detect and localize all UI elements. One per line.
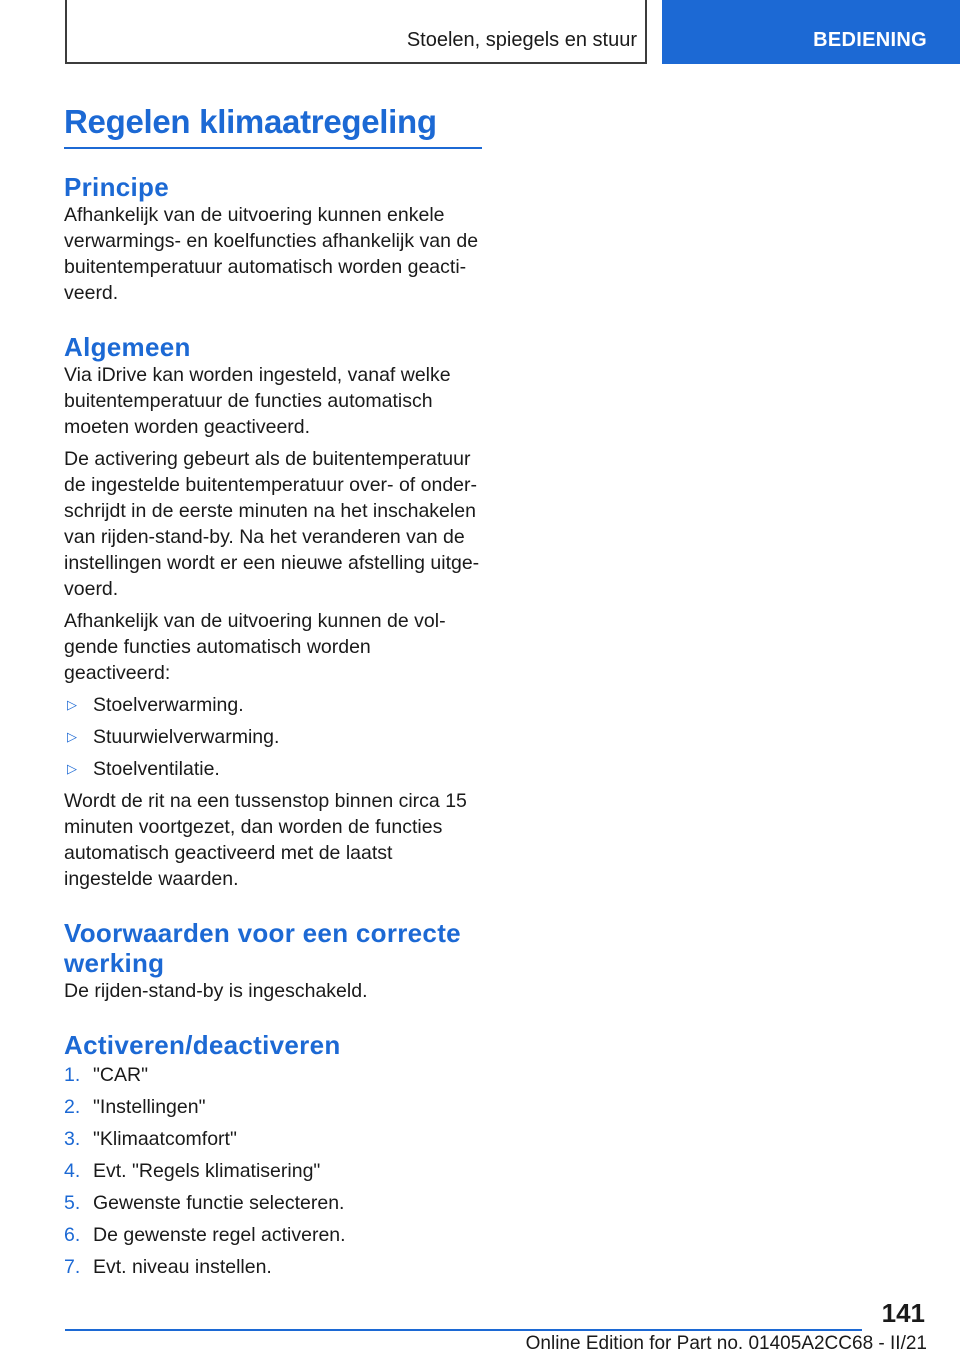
step-number: 6.: [64, 1224, 81, 1246]
step-item: [64, 1126, 482, 1152]
page-content: [64, 100, 482, 1280]
step-text: "CAR": [93, 1064, 149, 1086]
step-item: [64, 1158, 482, 1184]
step-text: De gewenste regel activeren.: [93, 1224, 346, 1246]
paragraph: De activering gebeurt als de buitentemperatuur de ingestelde buitentemperatuur over- of onderschrijdt in de eerste minuten na het inschakelen van rijden-stand-by. Na het veranderen van de instellingen wordt er een nieuwe afstelling uitgevoerd.: [64, 448, 480, 600]
section-activeren: [64, 1030, 482, 1280]
list-item: [64, 756, 482, 782]
header-section-title: Stoelen, spiegels en stuur: [406, 29, 637, 51]
paragraph: Afhankelijk van de uitvoering kunnen enkele verwarmings- en koelfuncties afhankelijk van de buitentemperatuur automatisch worden geactiveerd.: [64, 204, 479, 304]
paragraph: Via iDrive kan worden ingesteld, vanaf welke buitentemperatuur de functies automatisch moeten worden geactiveerd.: [64, 364, 451, 438]
triangle-bullet-icon: ▷: [67, 761, 77, 776]
list-item-text: Stuurwielverwarming.: [93, 726, 280, 748]
step-item: [64, 1062, 482, 1088]
page-title: Regelen klimaatregeling: [64, 100, 482, 149]
list-item-text: Stoelventilatie.: [93, 758, 220, 780]
footer-edition: Online Edition for Part no. 01405A2CC68 - II/21: [525, 1333, 927, 1354]
paragraph: Wordt de rit na een tussenstop binnen circa 15 minuten voortgezet, dan worden de functies automatisch geactiveerd met de laatst ingestelde waarden.: [64, 790, 467, 890]
triangle-bullet-icon: ▷: [67, 729, 77, 744]
list-item: [64, 724, 482, 750]
list-item-text: Stoelverwarming.: [93, 694, 244, 716]
step-text: "Klimaatcomfort": [93, 1128, 237, 1150]
list-item: [64, 692, 482, 718]
function-list: [64, 692, 482, 782]
step-text: "Instellingen": [93, 1096, 206, 1118]
step-number: 4.: [64, 1160, 81, 1182]
step-item: [64, 1254, 482, 1280]
step-text: Evt. "Regels klimatisering": [93, 1160, 321, 1182]
page-number: 141: [881, 1298, 925, 1328]
triangle-bullet-icon: ▷: [67, 697, 77, 712]
heading-voorwaarden: Voorwaarden voor een correcte werking: [64, 918, 461, 978]
paragraph: De rijden-stand-by is ingeschakeld.: [64, 980, 368, 1002]
step-text: Gewenste functie selecteren.: [93, 1192, 345, 1214]
footer-divider: [65, 1329, 862, 1331]
step-number: 2.: [64, 1096, 81, 1118]
heading-algemeen: Algemeen: [64, 332, 191, 362]
section-voorwaarden: [64, 918, 482, 1004]
paragraph: Afhankelijk van de uitvoering kunnen de volgende functies automatisch worden geactiveerd:: [64, 610, 446, 684]
step-number: 1.: [64, 1064, 81, 1086]
step-item: [64, 1222, 482, 1248]
step-text: Evt. niveau instellen.: [93, 1256, 272, 1278]
step-item: [64, 1190, 482, 1216]
steps-list: [64, 1062, 482, 1280]
step-item: [64, 1094, 482, 1120]
section-principe: [64, 172, 482, 306]
header-chapter-tab[interactable]: BEDIENING: [662, 0, 960, 64]
heading-principe: Principe: [64, 172, 169, 202]
step-number: 3.: [64, 1128, 81, 1150]
step-number: 5.: [64, 1192, 81, 1214]
step-number: 7.: [64, 1256, 81, 1278]
heading-activeren: Activeren/deactiveren: [64, 1030, 341, 1060]
section-algemeen: [64, 332, 482, 892]
